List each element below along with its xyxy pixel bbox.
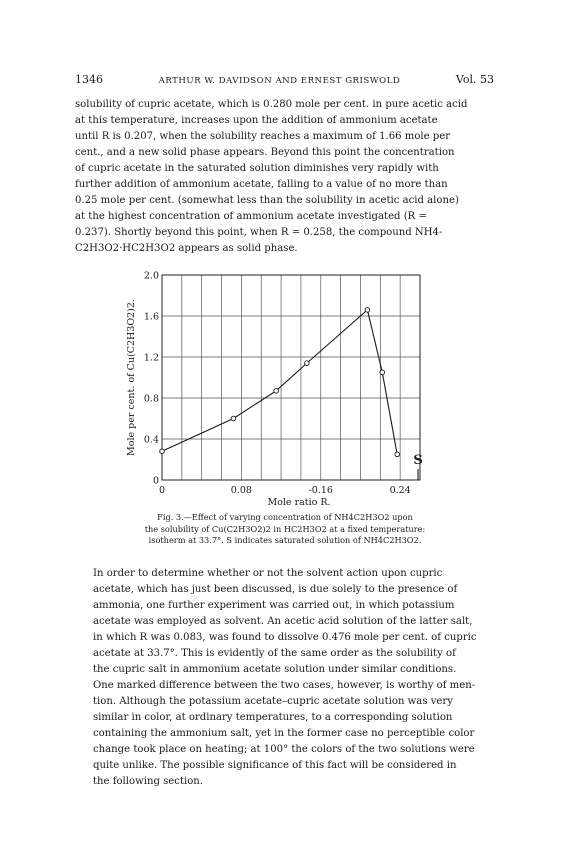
text-line: cent., and a new solid phase appears. Beyond this point the concentration — [75, 147, 455, 158]
text-line: 0.237). Shortly beyond this point, when R = 0.258, the compound NH4- — [75, 227, 443, 238]
data-point — [380, 370, 385, 375]
x-tick-label: 0.24 — [389, 485, 411, 496]
text-line: the cupric salt in ammonium acetate solution under similar conditions. — [93, 664, 457, 675]
plot-frame — [162, 275, 423, 480]
text-line: change took place on heating; at 100° the colors of the two solutions were — [93, 744, 475, 755]
volume-number: Vol. 53 — [455, 73, 494, 86]
data-point — [160, 449, 165, 454]
text-line: of cupric acetate in the saturated solution diminishes very rapidly with — [75, 163, 439, 174]
data-point — [365, 308, 370, 313]
annotation-label: S — [413, 453, 423, 468]
y-tick-label: 1.6 — [143, 311, 159, 323]
caption-line: Fig. 3.—Effect of varying concentration of NH4C2H3O2 upon — [157, 512, 413, 522]
text-line: ammonia, one further experiment was carried out, in which potassium — [93, 600, 455, 611]
series-line — [162, 310, 397, 455]
text-line: the following section. — [93, 776, 204, 787]
caption-line: isotherm at 33.7°. S indicates saturated solution of NH4C2H3O2. — [148, 535, 422, 545]
text-line: acetate was employed as solvent. An acetic acid solution of the latter salt, — [93, 616, 473, 627]
text-line: C2H3O2·HC2H3O2 appears as solid phase. — [75, 243, 298, 254]
data-point — [305, 361, 310, 366]
data-point — [231, 416, 236, 421]
text-line: at the highest concentration of ammonium acetate investigated (R = — [75, 211, 427, 222]
page-number: 1346 — [75, 73, 103, 86]
text-line: acetate, which has just been discussed, is due solely to the presence of — [93, 584, 458, 595]
data-point — [274, 389, 279, 394]
x-tick-label: 0.08 — [230, 485, 252, 496]
text-line: until R is 0.207, when the solubility reaches a maximum of 1.66 mole per — [75, 131, 451, 142]
text-line: acetate at 33.7°. This is evidently of the same order as the solubility of — [93, 648, 456, 659]
paragraph-2 — [75, 566, 494, 790]
y-tick-label: 0 — [152, 475, 159, 487]
text-line: quite unlike. The possible significance of this fact will be considered in — [93, 760, 457, 771]
paragraph-1 — [75, 97, 494, 257]
text-line: similar in color, at ordinary temperatures, to a corresponding solution — [93, 712, 453, 723]
x-axis-label: Mole ratio R. — [267, 497, 331, 508]
running-header — [75, 73, 494, 86]
y-axis-label: Mole per cent. of Cu(C2H3O2)2. — [126, 299, 137, 456]
y-tick-label: 2.0 — [143, 270, 159, 282]
text-line: In order to determine whether or not the solvent action upon cupric — [93, 568, 443, 579]
text-line: tion. Although the potassium acetate–cupric acetate solution was very — [93, 696, 453, 707]
text-line: at this temperature, increases upon the addition of ammonium acetate — [75, 115, 438, 126]
x-tick-label: 0 — [158, 485, 166, 496]
text-line: solubility of cupric acetate, which is 0.280 mole per cent. in pure acetic acid — [75, 99, 468, 110]
x-tick-label: -0.16 — [308, 485, 333, 496]
text-line: containing the ammonium salt, yet in the former case no perceptible color — [93, 728, 475, 739]
figure-caption — [100, 512, 470, 547]
y-tick-label: 0.4 — [143, 434, 159, 446]
data-point — [395, 452, 400, 457]
text-line: in which R was 0.083, was found to dissolve 0.476 mole per cent. of cupric — [93, 632, 477, 643]
running-header-authors: ARTHUR W. DAVIDSON AND ERNEST GRISWOLD — [158, 76, 401, 86]
text-line: further addition of ammonium acetate, falling to a value of no more than — [75, 179, 448, 190]
caption-line: the solubility of Cu(C2H3O2)2 in HC2H3O2 at a fixed temperature: — [144, 523, 426, 534]
y-tick-label: 1.2 — [143, 352, 159, 364]
text-line: 0.25 mole per cent. (somewhat less than the solubility in acetic acid alone) — [75, 195, 459, 206]
y-tick-label: 0.8 — [143, 393, 159, 405]
text-line: One marked difference between the two cases, however, is worthy of men- — [93, 680, 476, 691]
